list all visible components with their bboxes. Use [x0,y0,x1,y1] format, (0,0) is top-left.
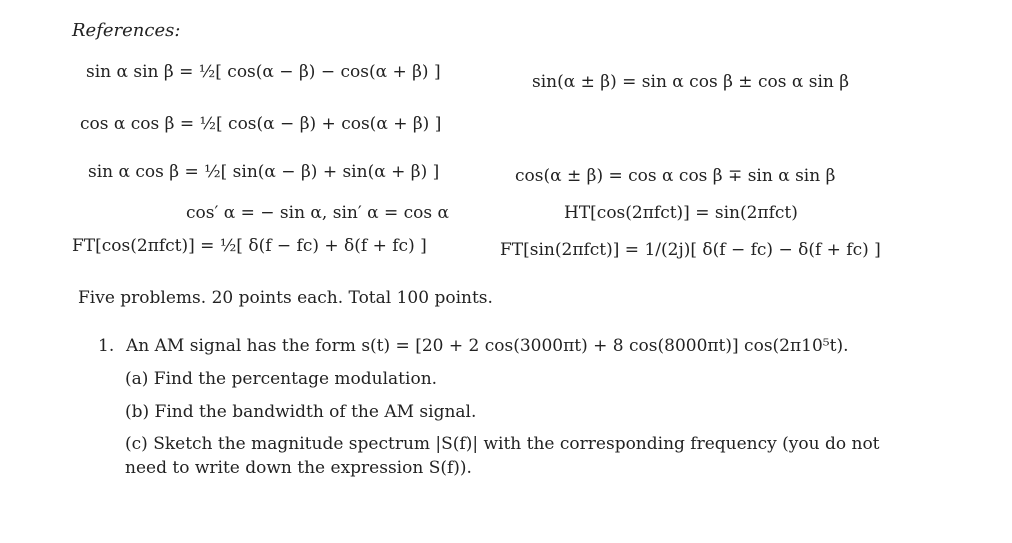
formula-derivatives: cos′ α = − sin α, sin′ α = cos α [186,203,449,223]
formula-ft-cos: FT[cos(2πfct)] = ½[ δ(f − fc) + δ(f + fc) ] [72,236,427,256]
problem-text: An AM signal has the form s(t) = [20 + 2 cos(3000πt) + 8 cos(8000πt)] cos(2π10⁵t). [126,336,849,356]
formula-ft-sin: FT[sin(2πfct)] = 1/(2j)[ δ(f − fc) − δ(f + fc) ] [500,240,881,260]
problem-1 [98,336,918,478]
formula-sin-sum: sin(α ± β) = sin α cos β ± cos α sin β [532,72,850,92]
problem-part-a: (a) Find the percentage modulation. [125,369,438,389]
intro-text: Five problems. 20 points each. Total 100 points. [78,288,493,308]
references-title: References: [72,20,181,41]
problem-part-b: (b) Find the bandwidth of the AM signal. [125,402,477,422]
problem-number: 1. [98,336,115,356]
problem-part-c: (c) Sketch the magnitude spectrum |S(f)| with the corresponding frequency (you do not need to write down the expression S(f)). [125,434,880,478]
formula-sin-cos: sin α cos β = ½[ sin(α − β) + sin(α + β) ] [88,162,440,182]
formula-sin-sin: sin α sin β = ½[ cos(α − β) − cos(α + β) ] [86,62,441,82]
problem-statement [98,336,918,356]
formula-hilbert: HT[cos(2πfct)] = sin(2πfct) [564,203,798,223]
formula-cos-sum: cos(α ± β) = cos α cos β ∓ sin α sin β [515,166,836,186]
formula-cos-cos: cos α cos β = ½[ cos(α − β) + cos(α + β) ] [80,114,442,134]
